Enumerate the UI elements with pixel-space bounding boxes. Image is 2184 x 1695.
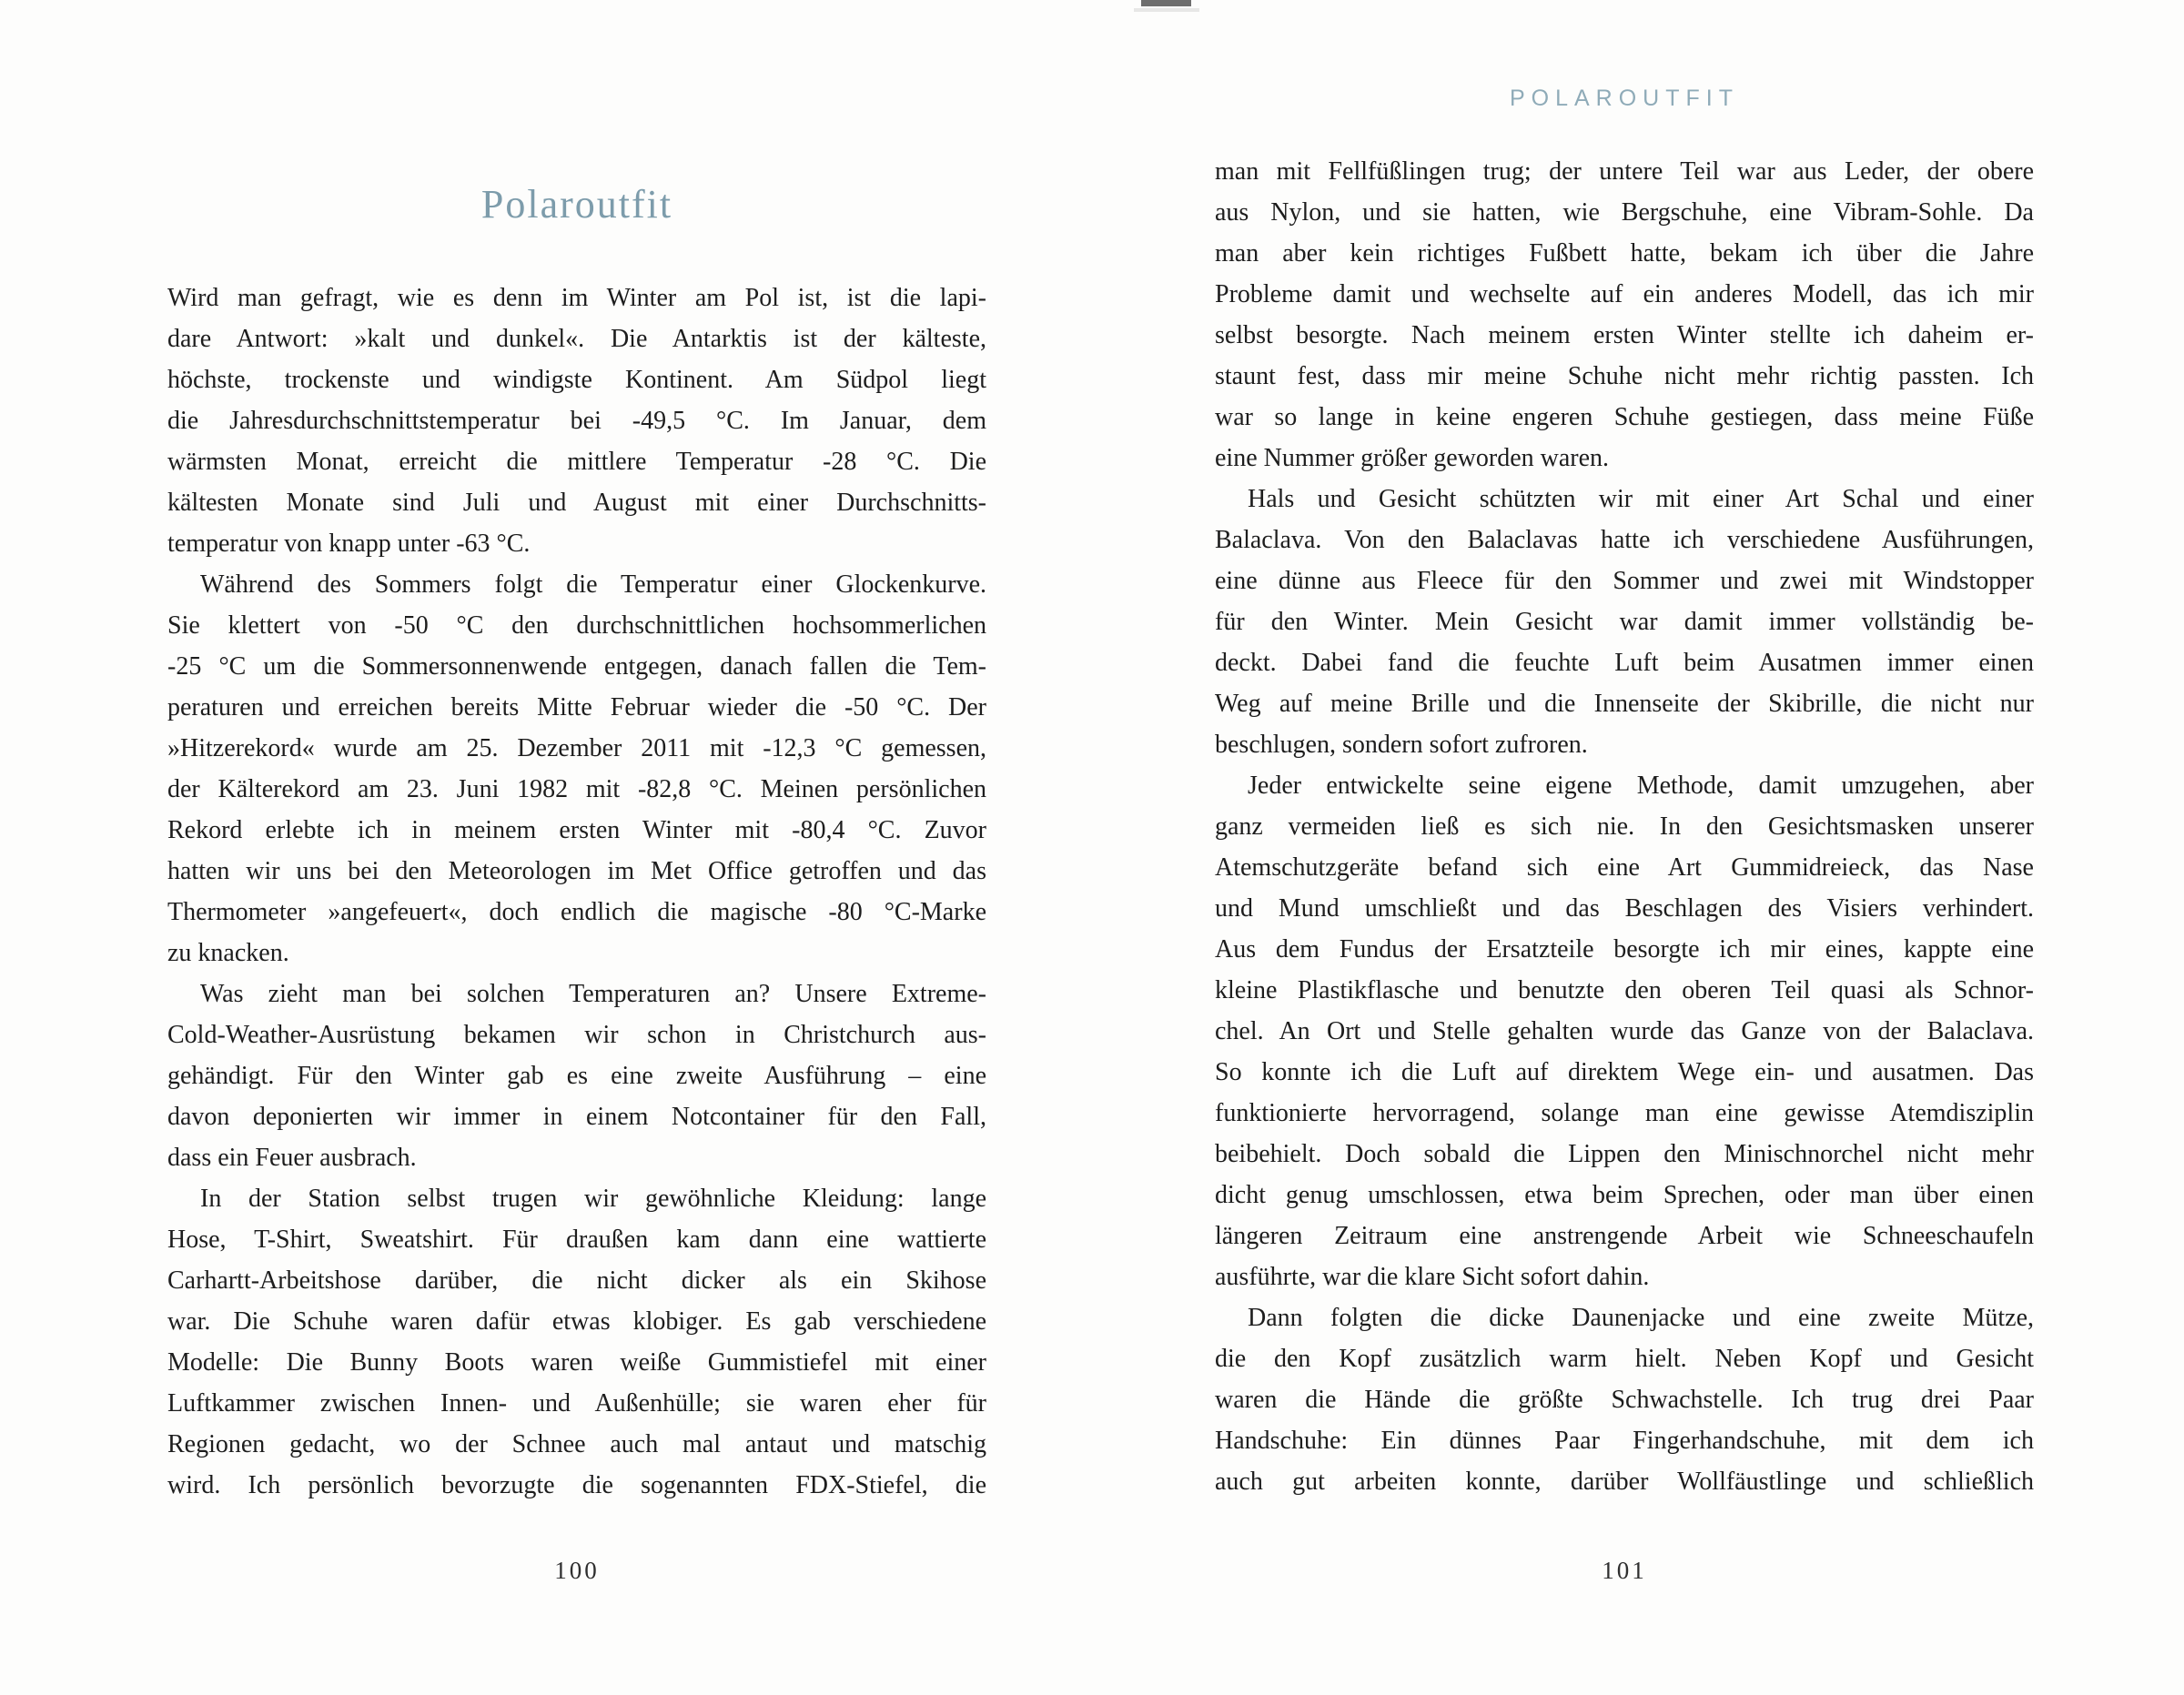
text-line: der Kälterekord am 23. Juni 1982 mit -82,8 °C. Meinen persönlichen (167, 775, 986, 803)
text-line: »Hitzerekord« wurde am 25. Dezember 2011 mit -12,3 °C gemessen, (167, 734, 986, 762)
right-page (1215, 0, 2034, 1695)
left-page-number: 100 (554, 1557, 600, 1584)
text-line: Jeder entwickelte seine eigene Methode, damit umzugehen, aber (1248, 772, 2034, 800)
text-line: ganz vermeiden ließ es sich nie. In den Gesichtsmasken unserer (1215, 812, 2034, 841)
text-line: eine Nummer größer geworden waren. (1215, 444, 1610, 472)
text-line: kleine Plastikflasche und benutzte den oberen Teil quasi als Schnor- (1215, 976, 2034, 1004)
text-line: Hose, T-Shirt, Sweatshirt. Für draußen kam dann eine wattierte (167, 1226, 986, 1254)
text-line: die den Kopf zusätzlich warm hielt. Neben Kopf und Gesicht (1215, 1345, 2034, 1373)
text-line: temperatur von knapp unter -63 °C. (167, 530, 531, 558)
text-line: staunt fest, dass mir meine Schuhe nicht mehr richtig passten. Ich (1215, 362, 2034, 390)
page-edge-mark (1141, 0, 1191, 6)
text-line: dare Antwort: »kalt und dunkel«. Die Antarktis ist der kälteste, (167, 325, 986, 353)
text-line: -25 °C um die Sommersonnenwende entgegen, danach fallen die Tem- (167, 652, 986, 681)
text-line: Carhartt-Arbeitshose darüber, die nicht dicker als ein Skihose (167, 1266, 986, 1295)
text-line: beschlugen, sondern sofort zufroren. (1215, 731, 1588, 759)
text-line: höchste, trockenste und windigste Kontinent. Am Südpol liegt (167, 366, 986, 394)
right-page-number: 101 (1602, 1557, 1647, 1584)
text-line: Was zieht man bei solchen Temperaturen an? Unsere Extreme- (200, 980, 986, 1008)
text-line: kältesten Monate sind Juli und August mit einer Durchschnitts- (167, 489, 986, 517)
text-line: eine dünne aus Fleece für den Sommer und zwei mit Windstopper (1215, 567, 2034, 595)
text-line: chel. An Ort und Stelle gehalten wurde das Ganze von der Balaclava. (1215, 1017, 2034, 1045)
text-line: funktionierte hervorragend, solange man eine gewisse Atemdisziplin (1215, 1099, 2034, 1127)
text-line: und Mund umschließt und das Beschlagen des Visiers verhindert. (1215, 894, 2034, 923)
text-line: war so lange in keine engeren Schuhe gestiegen, dass meine Füße (1215, 403, 2034, 431)
text-line: Sie klettert von -50 °C den durchschnittlichen hochsommerlichen (167, 611, 986, 640)
text-line: Aus dem Fundus der Ersatzteile besorgte ich mir eines, kappte eine (1215, 935, 2034, 964)
text-line: man mit Fellfüßlingen trug; der untere Teil war aus Leder, der obere (1215, 157, 2034, 186)
text-line: Luftkammer zwischen Innen- und Außenhülle; sie waren eher für (167, 1389, 986, 1418)
left-page-text (167, 277, 986, 1506)
right-page-text (1215, 151, 2034, 1502)
text-line: Während des Sommers folgt die Temperatur einer Glockenkurve. (200, 570, 986, 599)
running-header: POLAROUTFIT (1509, 86, 1739, 111)
text-line: beibehielt. Doch sobald die Lippen den Minischnorchel nicht mehr (1215, 1140, 2034, 1168)
text-line: längeren Zeitraum eine anstrengende Arbeit wie Schneeschaufeln (1215, 1222, 2034, 1250)
text-line: Atemschutzgeräte befand sich eine Art Gummidreieck, das Nase (1215, 853, 2034, 882)
text-line: aus Nylon, und sie hatten, wie Bergschuhe, eine Vibram-Sohle. Da (1215, 198, 2034, 227)
text-line: für den Winter. Mein Gesicht war damit immer vollständig be- (1215, 608, 2034, 636)
text-line: deckt. Dabei fand die feuchte Luft beim Ausatmen immer einen (1215, 649, 2034, 677)
text-line: waren die Hände die größte Schwachstelle. Ich trug drei Paar (1215, 1386, 2034, 1414)
text-line: Hals und Gesicht schützten wir mit einer Art Schal und einer (1248, 485, 2034, 513)
text-line: Rekord erlebte ich in meinem ersten Winter mit -80,4 °C. Zuvor (167, 816, 986, 844)
text-line: dicht genug umschlossen, etwa beim Sprechen, oder man über einen (1215, 1181, 2034, 1209)
left-page (167, 0, 986, 1695)
text-line: Balaclava. Von den Balaclavas hatte ich verschiedene Ausführungen, (1215, 526, 2034, 554)
text-line: Modelle: Die Bunny Boots waren weiße Gummistiefel mit einer (167, 1348, 986, 1377)
text-line: selbst besorgte. Nach meinem ersten Winter stellte ich daheim er- (1215, 321, 2034, 349)
text-line: Wird man gefragt, wie es denn im Winter am Pol ist, ist die lapi- (167, 284, 986, 312)
text-line: war. Die Schuhe waren dafür etwas klobiger. Es gab verschiedene (167, 1307, 986, 1336)
text-line: gehändigt. Für den Winter gab es eine zweite Ausführung – eine (167, 1062, 986, 1090)
text-line: die Jahresdurchschnittstemperatur bei -49,5 °C. Im Januar, dem (167, 407, 986, 435)
text-line: wird. Ich persönlich bevorzugte die sogenannten FDX-Stiefel, die (167, 1471, 986, 1499)
text-line: dass ein Feuer ausbrach. (167, 1144, 417, 1172)
text-line: man aber kein richtiges Fußbett hatte, bekam ich über die Jahre (1215, 239, 2034, 267)
text-line: wärmsten Monat, erreicht die mittlere Temperatur -28 °C. Die (167, 448, 986, 476)
text-line: peraturen und erreichen bereits Mitte Februar wieder die -50 °C. Der (167, 693, 986, 721)
text-line: Cold-Weather-Ausrüstung bekamen wir schon in Christchurch aus- (167, 1021, 986, 1049)
text-line: Handschuhe: Ein dünnes Paar Fingerhandschuhe, mit dem ich (1215, 1427, 2034, 1455)
text-line: Weg auf meine Brille und die Innenseite der Skibrille, die nicht nur (1215, 690, 2034, 718)
text-line: hatten wir uns bei den Meteorologen im Met Office getroffen und das (167, 857, 986, 885)
chapter-title: Polaroutfit (480, 182, 673, 227)
text-line: Regionen gedacht, wo der Schnee auch mal antaut und matschig (167, 1430, 986, 1458)
text-line: Dann folgten die dicke Daunenjacke und eine zweite Mütze, (1248, 1304, 2034, 1332)
text-line: ausführte, war die klare Sicht sofort dahin. (1215, 1263, 1650, 1291)
text-line: zu knacken. (167, 939, 289, 967)
text-line: In der Station selbst trugen wir gewöhnliche Kleidung: lange (200, 1185, 986, 1213)
text-line: Thermometer »angefeuert«, doch endlich die magische -80 °C-Marke (167, 898, 986, 926)
text-line: Probleme damit und wechselte auf ein anderes Modell, das ich mir (1215, 280, 2034, 308)
text-line: auch gut arbeiten konnte, darüber Wollfäustlinge und schließlich (1215, 1468, 2034, 1496)
text-line: davon deponierten wir immer in einem Notcontainer für den Fall, (167, 1103, 986, 1131)
page-edge-mark-shadow (1134, 8, 1199, 12)
text-line: So konnte ich die Luft auf direktem Wege ein- und ausatmen. Das (1215, 1058, 2034, 1086)
